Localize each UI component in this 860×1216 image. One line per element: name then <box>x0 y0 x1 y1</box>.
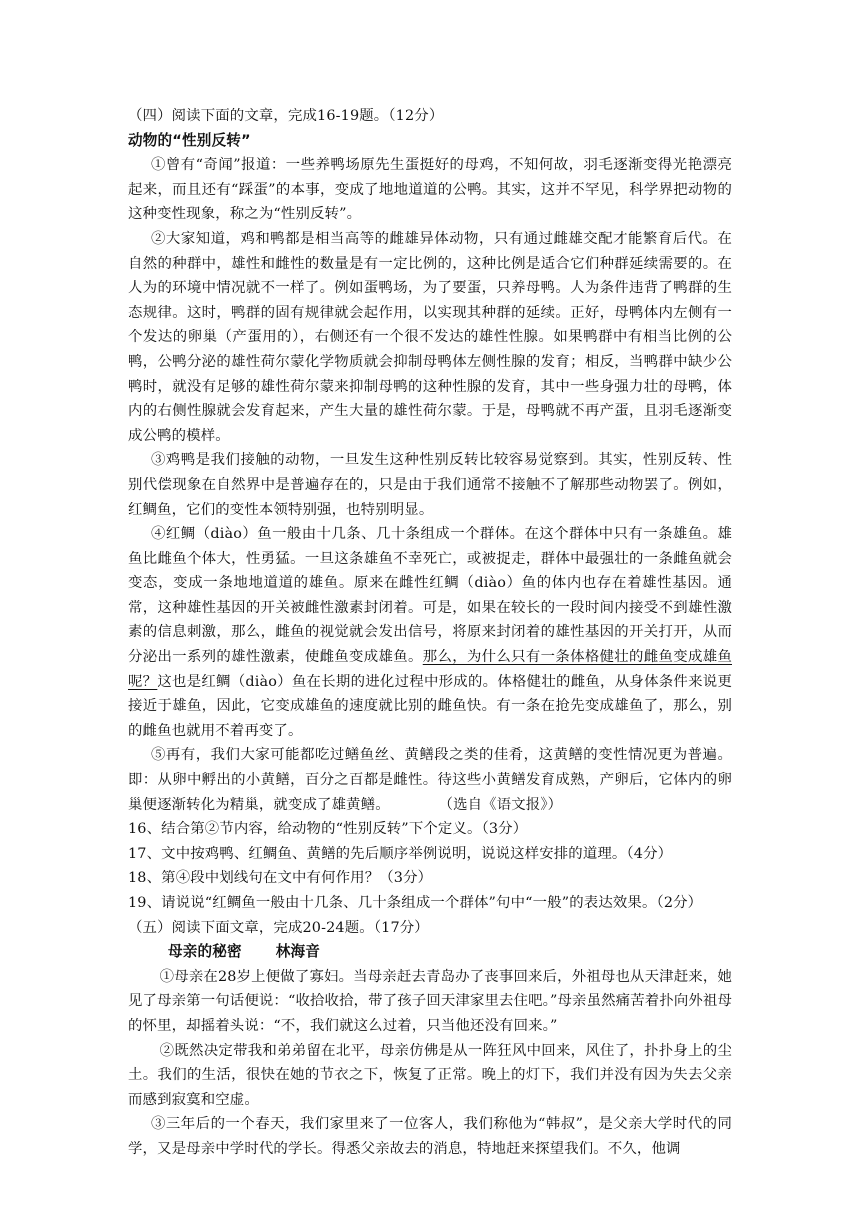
question-19: 19、请说说“红鲷鱼一般由十几条、几十条组成一个群体”句中“一般”的表达效果。（2分） <box>128 895 703 911</box>
section5-heading: （五）阅读下面文章，完成20-24题。（17分） <box>128 919 429 936</box>
story-paragraph-3: ③三年后的一个春天，我们家里来了一位客人，我们称他为“韩叔”，是父亲大学时代的同学，又是母亲中学时代的学长。得悉父亲故去的消息，特地赶来探望我们。不久，他调 <box>128 1116 732 1157</box>
question-18: 18、第④段中划线句在文中有何作用？（3分） <box>128 870 433 887</box>
paragraph-5-text: ⑤再有，我们大家可能都吃过鳝鱼丝、黄鳝段之类的佳肴，这黄鳝的变性情况更为普遍。即：从卵中孵出的小黄鳝，百分之百都是雌性。待这些小黄鳝发育成熟，产卵后，它体内的卵巢便逐渐转化为精巢，就变成了雄黄鳝。 <box>128 747 732 813</box>
section4-heading: （四）阅读下面的文章，完成16-19题。（12分） <box>128 108 444 124</box>
document-page <box>128 104 732 1162</box>
source-note: （选自《语文报》） <box>445 796 563 813</box>
story-author: 林海音 <box>275 943 320 961</box>
article-title: 动物的“性别反转” <box>128 131 251 149</box>
paragraph-4 <box>128 522 732 743</box>
paragraph-5 <box>128 743 732 817</box>
story-paragraph-2: ②既然决定带我和弟弟留在北平，母亲仿佛是从一阵狂风中回来，风住了，扑扑身上的尘土。我们的生活，很快在她的节衣之下，恢复了正常。晚上的灯下，我们并没有因为失去父亲而感到寂寞和空虚。 <box>128 1042 732 1108</box>
underlined-sentence: 那么，为什么只有一条体格健壮的雌鱼变成雄鱼呢？ <box>128 649 732 690</box>
story-title-line <box>128 940 732 965</box>
paragraph-3: ③鸡鸭是我们接触的动物，一旦发生这种性别反转比较容易觉察到。其实，性别反转、性别代偿现象在自然界中是普遍存在的，只是由于我们通常不接触不了解那些动物罢了。例如，红鲷鱼，它们的变性本领特别强，也特别明显。 <box>128 452 732 518</box>
question-16: 16、结合第②节内容，给动物的“性别反转”下个定义。（3分） <box>128 821 528 838</box>
paragraph-4-part-b: 这也是红鲷（diào）鱼在长期的进化过程中形成的。体格健壮的雌鱼，从身体条件来说更接近于雄鱼，因此，它变成雄鱼的速度就比别的雌鱼快。有一条在抢先变成雄鱼了，那么，别的雌鱼也就用不着再变了。 <box>128 673 732 739</box>
story-title: 母亲的秘密 <box>168 943 242 961</box>
question-17: 17、文中按鸡鸭、红鲷鱼、黄鳝的先后顺序举例说明，说说这样安排的道理。（4分） <box>128 845 673 862</box>
paragraph-4-part-a: ④红鲷（diào）鱼一般由十几条、几十条组成一个群体。在这个群体中只有一条雄鱼。雄鱼比雌鱼个体大，性勇猛。一旦这条雄鱼不幸死亡，或被捉走，群体中最强壮的一条雌鱼就会变态，变成一条地地道道的雄鱼。原来在雌性红鲷（diào）鱼的体内也存在着雄性基因。通常，这种雄性基因的开关被雌性激素封闭着。可是，如果在较长的一段时间内接受不到雄性激素的信息刺激，那么，雌鱼的视觉就会发出信号，将原来封闭着的雄性基因的开关打开，从而分泌出一系列的雄性激素，使雌鱼变成雄鱼。 <box>128 526 732 666</box>
paragraph-2: ②大家知道，鸡和鸭都是相当高等的雌雄异体动物，只有通过雌雄交配才能繁育后代。在自然的种群中，雄性和雌性的数量是有一定比例的，这种比例是适合它们种群延续需要的。在人为的环境中情况就不一样了。例如蛋鸭场，为了要蛋，只养母鸭。人为条件违背了鸭群的生态规律。这时，鸭群的固有规律就会起作用，以实现其种群的延续。正好，母鸭体内左侧有一个发达的卵巢（产蛋用的），右侧还有一个很不发达的雄性性腺。如果鸭群中有相当比例的公鸭，公鸭分泌的雄性荷尔蒙化学物质就会抑制母鸭体左侧性腺的发育；相反，当鸭群中缺少公鸭时，就没有足够的雄性荷尔蒙来抑制母鸭的这种性腺的发育，其中一些身强力壮的母鸭，体内的右侧性腺就会发育起来，产生大量的雄性荷尔蒙。于是，母鸭就不再产蛋，且羽毛逐渐变成公鸭的模样。 <box>128 230 732 444</box>
story-paragraph-1: ①母亲在28岁上便做了寡妇。当母亲赶去青岛办了丧事回来后，外祖母也从天津赶来，她见了母亲第一句话便说：“收拾收拾，带了孩子回天津家里去住吧。”母亲虽然痛苦着扑向外祖母的怀里，却摇着头说：“不，我们就这么过着，只当他还没有回来。” <box>128 968 732 1034</box>
paragraph-1: ①曾有“奇闻”报道：一些养鸭场原先生蛋挺好的母鸡，不知何故，羽毛逐渐变得光艳漂亮起来，而且还有“踩蛋”的本事，变成了地地道道的公鸭。其实，这并不罕见，科学界把动物的这种变性现象，称之为“性别反转”。 <box>128 157 732 223</box>
